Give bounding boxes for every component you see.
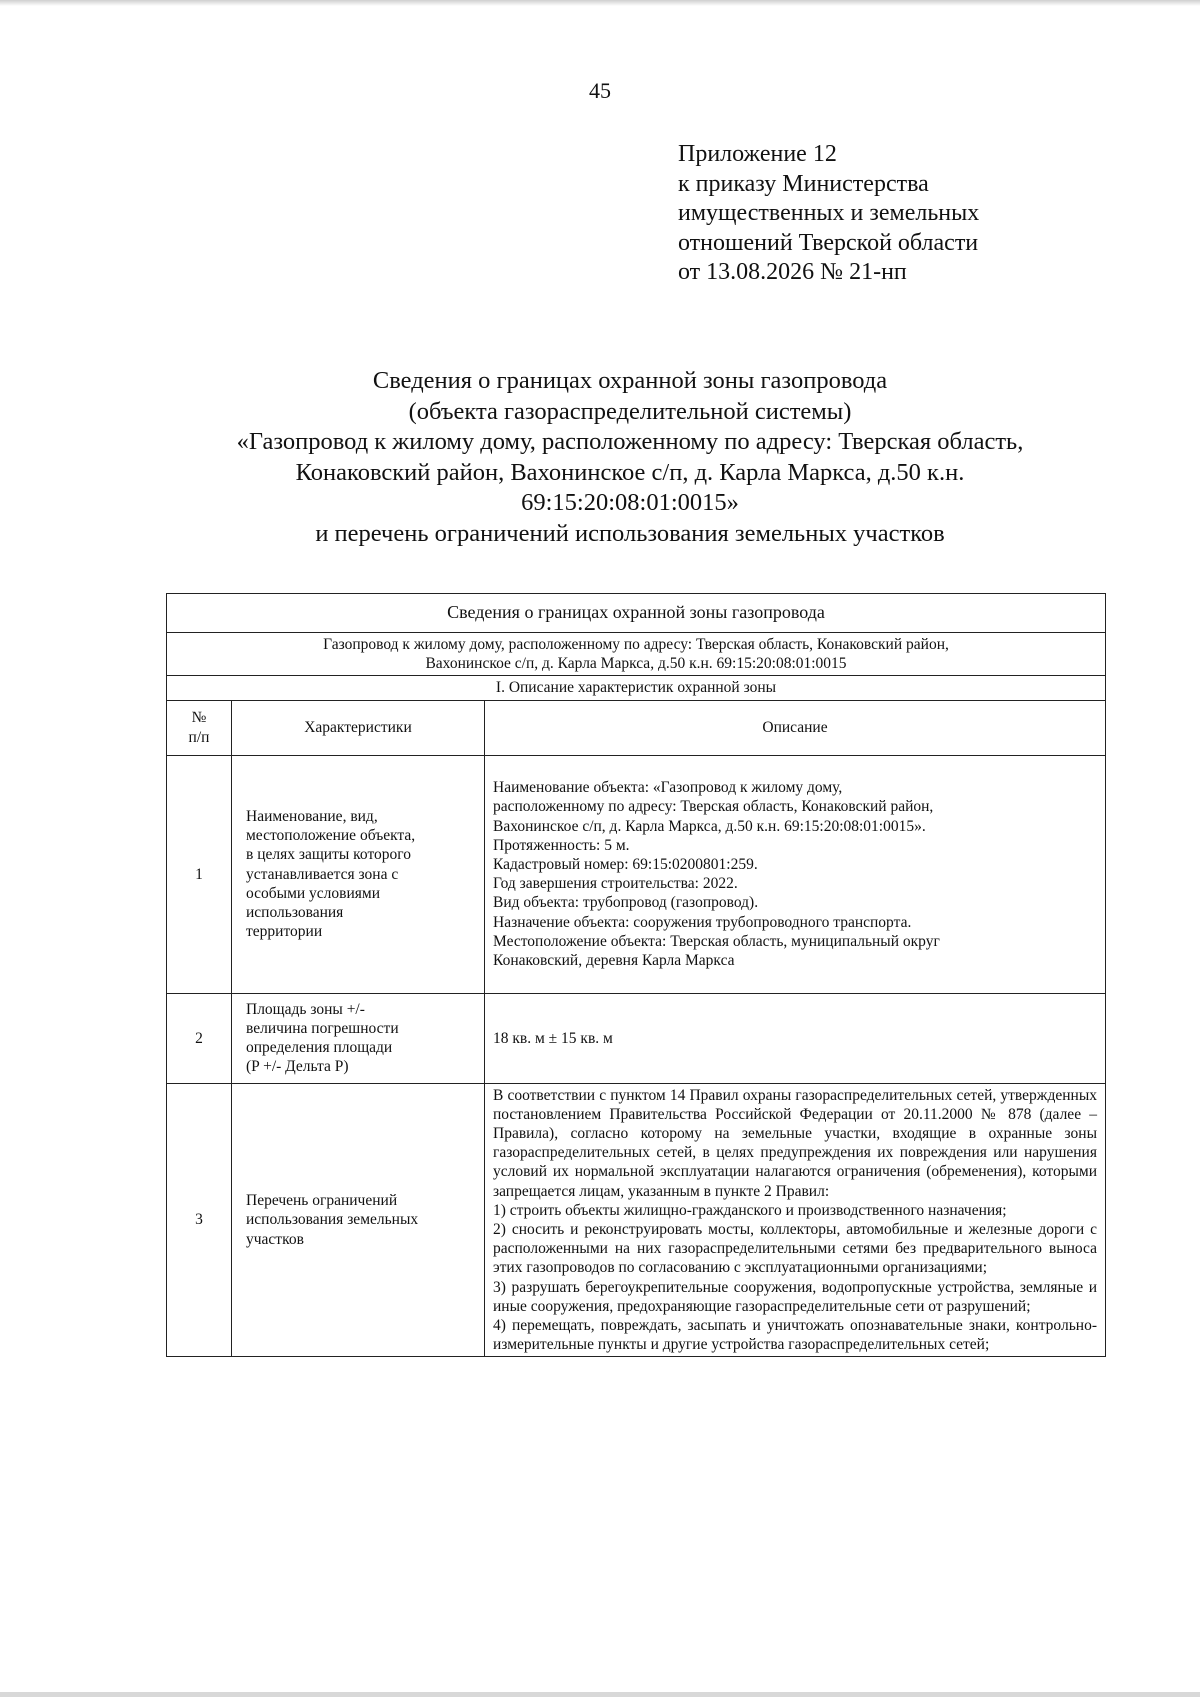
appendix-line: от 13.08.2026 № 21-нп [678, 259, 907, 285]
title-line: «Газопровод к жилому дому, расположенному по адресу: Тверская область, [236, 428, 1024, 455]
scan-bottom-edge [0, 1692, 1200, 1697]
row-characteristic [232, 755, 485, 993]
characteristic-line: в целях защиты которого [246, 846, 411, 864]
title-line: Конаковский район, Вахонинское с/п, д. Карла Маркса, д.50 к.н. [295, 458, 965, 486]
characteristic-line: Перечень ограничений [246, 1192, 398, 1210]
restriction-paragraph: 3) разрушать берегоукрепительные сооружения, водопропускные устройства, земляные и иные сооружения, предохраняющие газораспределительные сети от разрушений; [493, 1278, 1097, 1315]
characteristic-line: Площадь зоны +/- [246, 1000, 365, 1018]
description-line: Конаковский, деревня Карла Маркса [493, 951, 735, 969]
restriction-paragraph: 2) сносить и реконструировать мосты, коллекторы, автомобильные и железные дороги с расположенными на них газораспределительными сетями без предварительного выноса этих газопроводов по согласованию с эксплуатационными организациями; [493, 1221, 1097, 1277]
column-header-number-line: п/п [188, 728, 210, 746]
page-number: 45 [589, 78, 611, 103]
row-description [485, 755, 1106, 993]
characteristic-line: территории [246, 923, 323, 941]
appendix-block [678, 140, 1118, 288]
description-line: Год завершения строительства: 2022. [493, 875, 738, 893]
characteristic-line: местоположение объекта, [246, 827, 416, 845]
description-line: Кадастровый номер: 69:15:0200801:259. [493, 855, 758, 873]
column-header-description: Описание [485, 700, 1106, 755]
table-header-object [167, 633, 1106, 676]
description-line: Протяженность: 5 м. [493, 836, 630, 854]
table-row [167, 1083, 1106, 1357]
column-header-number-line: № [191, 709, 207, 727]
appendix-line: имущественных и земельных [678, 200, 980, 226]
row-description [485, 1083, 1106, 1357]
table-row [167, 755, 1106, 993]
document-title [130, 366, 1130, 549]
scan-top-edge [0, 0, 1200, 6]
protection-zone-table [166, 593, 1106, 1357]
row-number: 2 [167, 993, 232, 1083]
characteristic-line: использования [246, 903, 344, 921]
description-line: Местоположение объекта: Тверская область, муниципальный округ [493, 932, 940, 950]
column-header-characteristics: Характеристики [232, 700, 485, 755]
header-object-line: Вахонинское с/п, д. Карла Маркса, д.50 к.н. 69:15:20:08:01:0015 [425, 655, 847, 673]
description-line: Наименование объекта: «Газопровод к жилому дому, [493, 779, 843, 797]
column-header-number [167, 700, 232, 755]
row-description: 18 кв. м ± 15 кв. м [485, 993, 1106, 1083]
characteristic-line: особыми условиями [246, 884, 381, 902]
header-object-line: Газопровод к жилому дому, расположенному по адресу: Тверская область, Конаковский район, [323, 636, 949, 653]
row-characteristic [232, 993, 485, 1083]
table-header-main: Сведения о границах охранной зоны газопровода [167, 594, 1106, 633]
description-line: Вахонинское с/п, д. Карла Маркса, д.50 к.н. 69:15:20:08:01:0015». [493, 817, 926, 835]
title-line: 69:15:20:08:01:0015» [521, 489, 739, 516]
characteristic-line: определения площади [246, 1039, 393, 1057]
characteristic-line: (P +/- Дельта P) [246, 1058, 349, 1076]
table-row [167, 993, 1106, 1083]
description-line: Вид объекта: трубопровод (газопровод). [493, 894, 759, 912]
restriction-paragraph: 4) перемещать, повреждать, засыпать и уничтожать опознавательные знаки, контрольно-измерительные пункты и другие устройства газораспределительных сетей; [493, 1317, 1097, 1354]
characteristic-line: Наименование, вид, [246, 807, 378, 825]
restriction-paragraph: 1) строить объекты жилищно-гражданского и производственного назначения; [493, 1201, 1007, 1219]
table-section-header: I. Описание характеристик охранной зоны [167, 676, 1106, 700]
row-number: 1 [167, 755, 232, 993]
description-line: расположенному по адресу: Тверская область, Конаковский район, [493, 798, 934, 816]
appendix-line: к приказу Министерства [678, 170, 929, 197]
title-line: (объекта газораспределительной системы) [408, 397, 852, 425]
title-line: и перечень ограничений использования земельных участков [315, 519, 945, 547]
characteristic-line: использования земельных [246, 1211, 419, 1229]
appendix-line: Приложение 12 [678, 141, 837, 167]
row-characteristic [232, 1083, 485, 1357]
characteristic-line: участков [246, 1230, 304, 1248]
characteristic-line: устанавливается зона с [246, 865, 399, 883]
characteristic-line: величина погрешности [246, 1019, 399, 1037]
restriction-paragraph: В соответствии с пунктом 14 Правил охраны газораспределительных сетей, утвержденных постановлением Правительства Российской Федерации от 20.11.2000 № 878 (далее – Правила), согласно которому на земельные участки, входящие в охранные зоны газораспределительных сетей, в целях предупреждения их повреждения или нарушения условий их нормальной эксплуатации налагаются ограничения (обременения), которыми запрещается лицам, указанным в пункте 2 Правил: [493, 1086, 1097, 1200]
title-line: Сведения о границах охранной зоны газопровода [372, 367, 888, 394]
description-line: Назначение объекта: сооружения трубопроводного транспорта. [493, 913, 912, 931]
row-number: 3 [167, 1083, 232, 1357]
appendix-line: отношений Тверской области [678, 229, 979, 256]
